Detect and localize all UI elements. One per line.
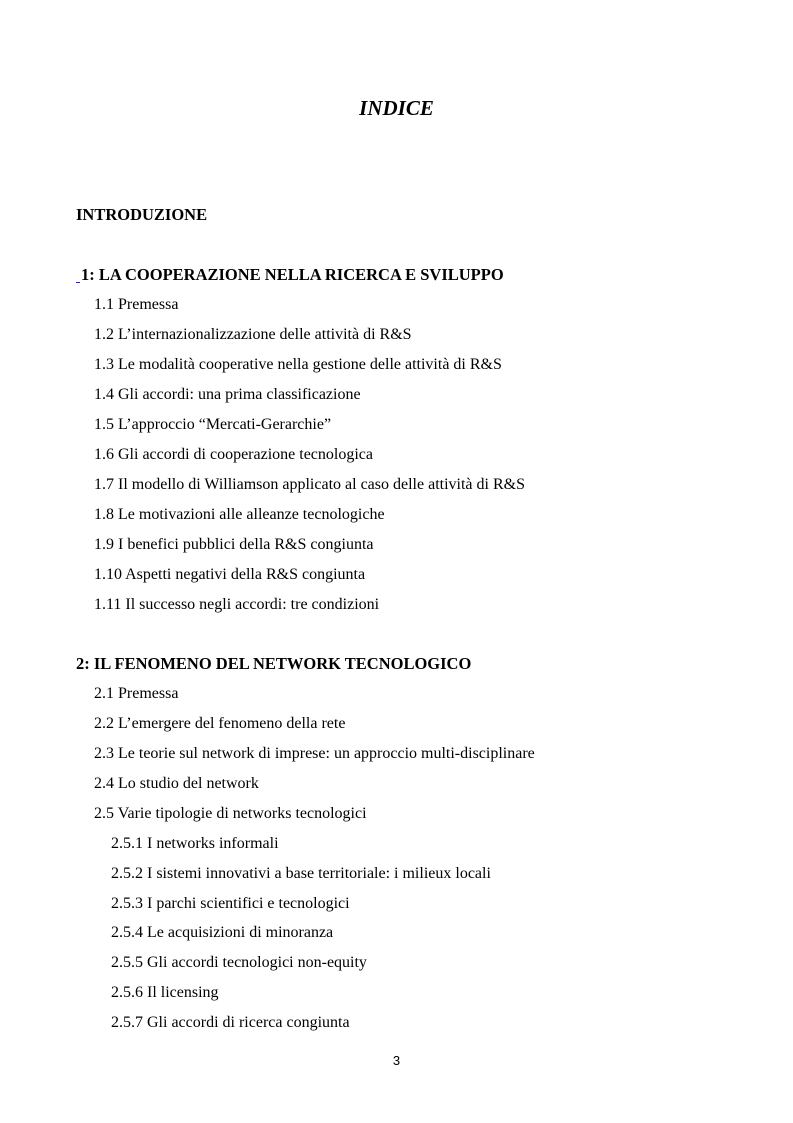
toc-chapter-1-heading[interactable] <box>76 264 504 286</box>
toc-section[interactable]: 1.10 Aspetti negativi della R&S congiunta <box>94 566 366 583</box>
toc-subsection[interactable]: 2.5.4 Le acquisizioni di minoranza <box>111 924 334 941</box>
toc-section[interactable]: 1.8 Le motivazioni alle alleanze tecnologiche <box>94 506 385 523</box>
page-title: INDICE <box>359 96 434 120</box>
page-number: 3 <box>392 1053 401 1068</box>
toc-section[interactable]: 1.3 Le modalità cooperative nella gestione delle attività di R&S <box>94 356 502 373</box>
toc-section[interactable]: 2.2 L’emergere del fenomeno della rete <box>94 715 346 732</box>
toc-section[interactable]: 1.1 Premessa <box>94 296 179 313</box>
toc-introduction[interactable]: INTRODUZIONE <box>76 205 208 224</box>
toc-section[interactable]: 1.4 Gli accordi: una prima classificazione <box>94 386 361 403</box>
toc-subsection[interactable]: 2.5.3 I parchi scientifici e tecnologici <box>111 895 350 912</box>
toc-section[interactable]: 1.6 Gli accordi di cooperazione tecnologica <box>94 446 373 463</box>
toc-chapter-2-heading[interactable]: 2: IL FENOMENO DEL NETWORK TECNOLOGICO <box>76 654 472 673</box>
toc-subsection[interactable]: 2.5.7 Gli accordi di ricerca congiunta <box>111 1014 350 1031</box>
toc-section[interactable]: 1.9 I benefici pubblici della R&S congiunta <box>94 536 374 553</box>
toc-section[interactable]: 1.5 L’approccio “Mercati-Gerarchie” <box>94 416 332 433</box>
toc-section[interactable]: 2.4 Lo studio del network <box>94 775 259 792</box>
toc-section[interactable]: 2.5 Varie tipologie di networks tecnologici <box>94 805 367 822</box>
toc-section[interactable]: 1.2 L’internazionalizzazione delle attività di R&S <box>94 326 412 343</box>
chapter-heading-text: 1: LA COOPERAZIONE NELLA RICERCA E SVILUPPO <box>81 265 504 284</box>
toc-section[interactable]: 1.11 Il successo negli accordi: tre condizioni <box>94 596 380 613</box>
toc-section[interactable]: 1.7 Il modello di Williamson applicato al caso delle attività di R&S <box>94 476 525 493</box>
toc-subsection[interactable]: 2.5.6 Il licensing <box>111 984 219 1001</box>
toc-subsection[interactable]: 2.5.2 I sistemi innovativi a base territoriale: i milieux locali <box>111 865 491 882</box>
toc-section[interactable]: 2.3 Le teorie sul network di imprese: un approccio multi-disciplinare <box>94 745 535 762</box>
toc-section[interactable]: 2.1 Premessa <box>94 685 179 702</box>
toc-subsection[interactable]: 2.5.1 I networks informali <box>111 835 279 852</box>
toc-subsection[interactable]: 2.5.5 Gli accordi tecnologici non-equity <box>111 954 367 971</box>
link-marker <box>76 282 80 283</box>
